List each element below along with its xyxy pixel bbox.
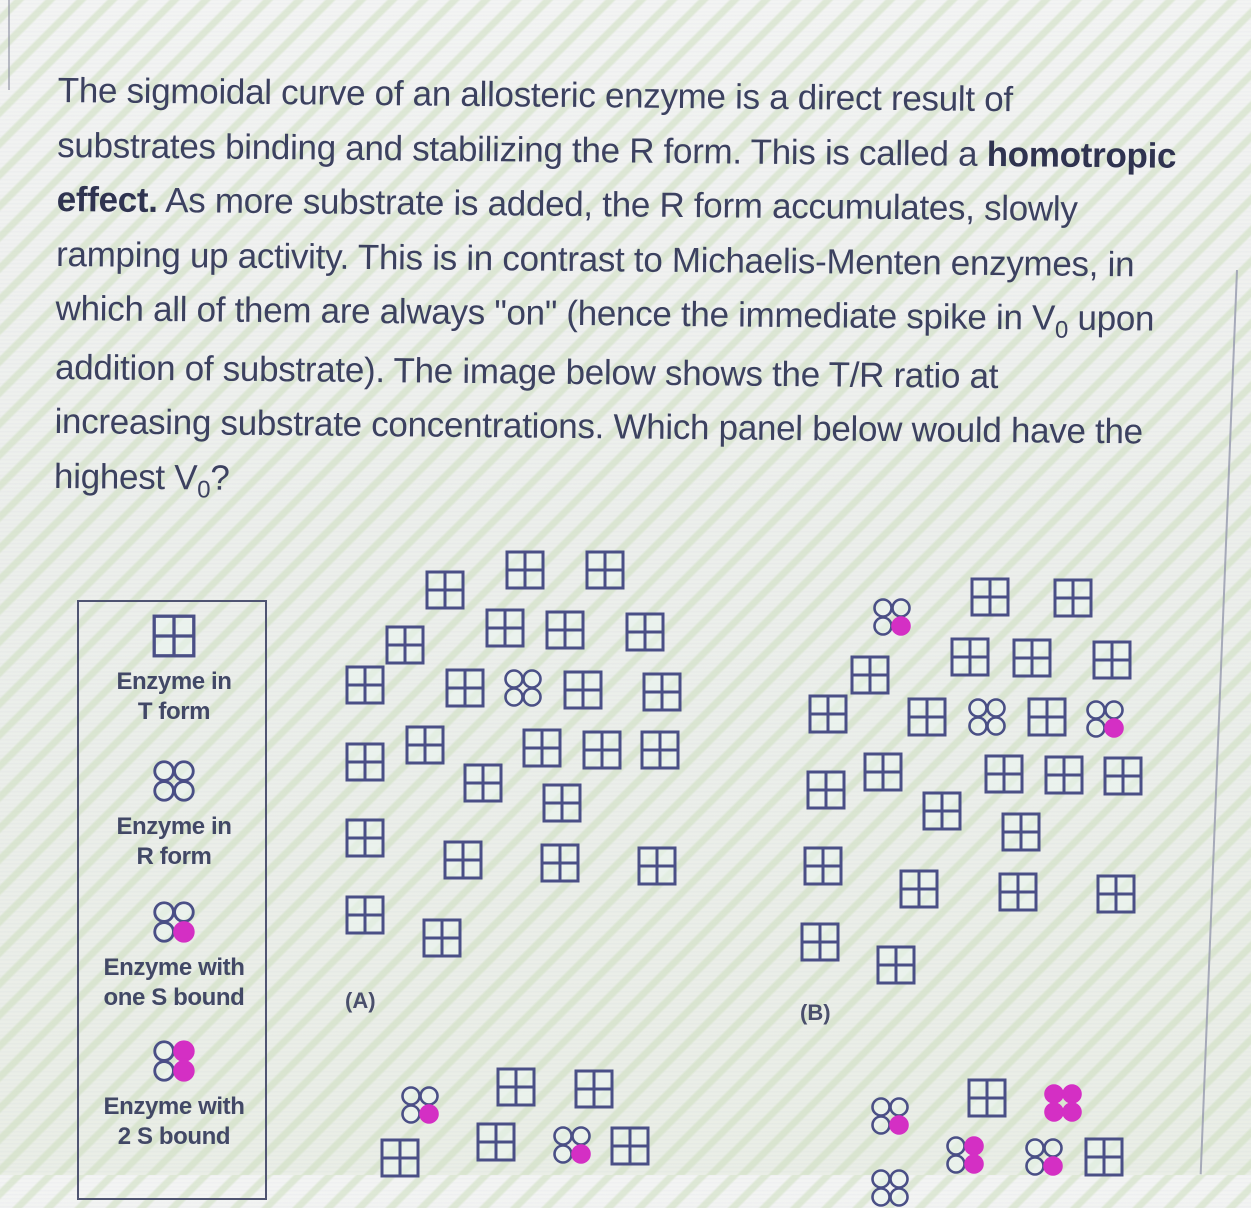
t-form-enzyme-icon: [967, 1078, 1007, 1118]
r-form-four-substrate-icon: [1043, 1083, 1083, 1123]
legend-label: one S bound: [103, 984, 245, 1011]
bold-term: homotropic: [986, 134, 1177, 176]
r-form-enzyme-icon: [152, 759, 196, 808]
legend-label: Enzyme in: [116, 813, 232, 840]
t-form-enzyme-icon: [850, 655, 890, 695]
text-run: addition of substrate). The image below shows the T/R ratio at: [54, 347, 999, 396]
photo-frame-edge-left: [8, 0, 10, 90]
legend-label: Enzyme with: [103, 954, 245, 981]
t-form-enzyme-icon: [585, 550, 625, 590]
t-form-enzyme-icon: [476, 1122, 516, 1162]
t-form-enzyme-icon: [345, 818, 385, 858]
r-form-two-substrate-icon: [152, 1039, 196, 1088]
text-run: which all of them are always "on" (hence the immediate spike in V: [55, 288, 1056, 338]
t-form-enzyme-icon: [1044, 755, 1084, 795]
text-run: As more substrate is added, the R form accumulates, slowly: [157, 180, 1078, 229]
legend-label: Enzyme with: [103, 1093, 245, 1120]
text-run: upon: [1067, 298, 1155, 339]
t-form-enzyme-icon: [542, 783, 582, 823]
t-form-enzyme-icon: [345, 742, 385, 782]
r-form-enzyme-icon: [503, 668, 543, 708]
t-form-enzyme-icon: [1084, 1137, 1124, 1177]
t-form-enzyme-icon: [1103, 756, 1143, 796]
t-form-enzyme-icon: [806, 770, 846, 810]
t-form-enzyme-icon: [907, 697, 947, 737]
t-form-enzyme-icon: [545, 610, 585, 650]
legend-label: Enzyme in: [116, 668, 232, 695]
t-form-enzyme-icon: [808, 694, 848, 734]
t-form-enzyme-icon: [380, 1138, 420, 1178]
r-form-two-substrate-icon: [945, 1135, 985, 1175]
legend-item: [79, 1039, 269, 1152]
text-run: increasing substrate concentrations. Which panel below would have the: [54, 401, 1143, 452]
r-form-enzyme-icon: [870, 1168, 910, 1208]
t-form-enzyme-icon: [485, 608, 525, 648]
t-form-enzyme-icon: [1012, 638, 1052, 678]
t-form-enzyme-icon: [563, 670, 603, 710]
t-form-enzyme-icon: [637, 846, 677, 886]
legend-label: T form: [137, 698, 211, 725]
t-form-enzyme-icon: [582, 730, 622, 770]
bold-term: effect.: [56, 179, 158, 220]
question-line: [54, 449, 1220, 519]
t-form-enzyme-icon: [642, 672, 682, 712]
t-form-enzyme-icon: [610, 1126, 650, 1166]
r-form-one-substrate-icon: [870, 1096, 910, 1136]
t-form-enzyme-icon: [1001, 812, 1041, 852]
t-form-enzyme-icon: [505, 550, 545, 590]
t-form-enzyme-icon: [1053, 578, 1093, 618]
t-form-enzyme-icon: [463, 763, 503, 803]
legend-item: [79, 759, 269, 872]
subscript: 0: [1054, 316, 1069, 344]
legend-label: R form: [136, 843, 212, 870]
t-form-enzyme-icon: [800, 922, 840, 962]
legend-item: [79, 614, 269, 727]
t-form-enzyme-icon: [950, 637, 990, 677]
t-form-enzyme-icon: [425, 570, 465, 610]
t-form-enzyme-icon: [422, 918, 462, 958]
t-form-enzyme-icon: [152, 614, 196, 663]
t-form-enzyme-icon: [1027, 697, 1067, 737]
t-form-enzyme-icon: [522, 728, 562, 768]
t-form-enzyme-icon: [640, 730, 680, 770]
legend-box: [77, 600, 267, 1200]
t-form-enzyme-icon: [445, 668, 485, 708]
t-form-enzyme-icon: [345, 665, 385, 705]
legend-label: 2 S bound: [117, 1123, 231, 1150]
r-form-enzyme-icon: [967, 697, 1007, 737]
r-form-one-substrate-icon: [152, 900, 196, 949]
t-form-enzyme-icon: [1096, 874, 1136, 914]
t-form-enzyme-icon: [876, 945, 916, 985]
t-form-enzyme-icon: [922, 791, 962, 831]
t-form-enzyme-icon: [998, 872, 1038, 912]
t-form-enzyme-icon: [984, 754, 1024, 794]
text-run: substrates binding and stabilizing the R form. This is called a: [57, 125, 987, 174]
legend-item: [79, 900, 269, 1013]
t-form-enzyme-icon: [803, 846, 843, 886]
text-run: ramping up activity. This is in contrast to Michaelis-Menten enzymes, in: [55, 234, 1135, 284]
t-form-enzyme-icon: [405, 725, 445, 765]
text-run: The sigmoidal curve of an allosteric enzyme is a direct result of: [57, 70, 1013, 120]
r-form-one-substrate-icon: [400, 1085, 440, 1125]
t-form-enzyme-icon: [863, 752, 903, 792]
t-form-enzyme-icon: [1092, 640, 1132, 680]
t-form-enzyme-icon: [385, 625, 425, 665]
t-form-enzyme-icon: [574, 1069, 614, 1109]
t-form-enzyme-icon: [443, 840, 483, 880]
r-form-one-substrate-icon: [1024, 1137, 1064, 1177]
r-form-one-substrate-icon: [1085, 699, 1125, 739]
t-form-enzyme-icon: [496, 1067, 536, 1107]
t-form-enzyme-icon: [625, 612, 665, 652]
question-text: [54, 64, 1223, 519]
question-line: [55, 282, 1221, 352]
r-form-one-substrate-icon: [872, 597, 912, 637]
panel-label: (B): [800, 1000, 831, 1025]
text-run: highest V: [53, 456, 198, 497]
t-form-enzyme-icon: [899, 869, 939, 909]
t-form-enzyme-icon: [540, 843, 580, 883]
subscript: 0: [197, 475, 211, 503]
panel-label: (A): [345, 988, 376, 1013]
t-form-enzyme-icon: [345, 895, 385, 935]
t-form-enzyme-icon: [970, 577, 1010, 617]
text-run: ?: [210, 457, 230, 498]
r-form-one-substrate-icon: [552, 1125, 592, 1165]
